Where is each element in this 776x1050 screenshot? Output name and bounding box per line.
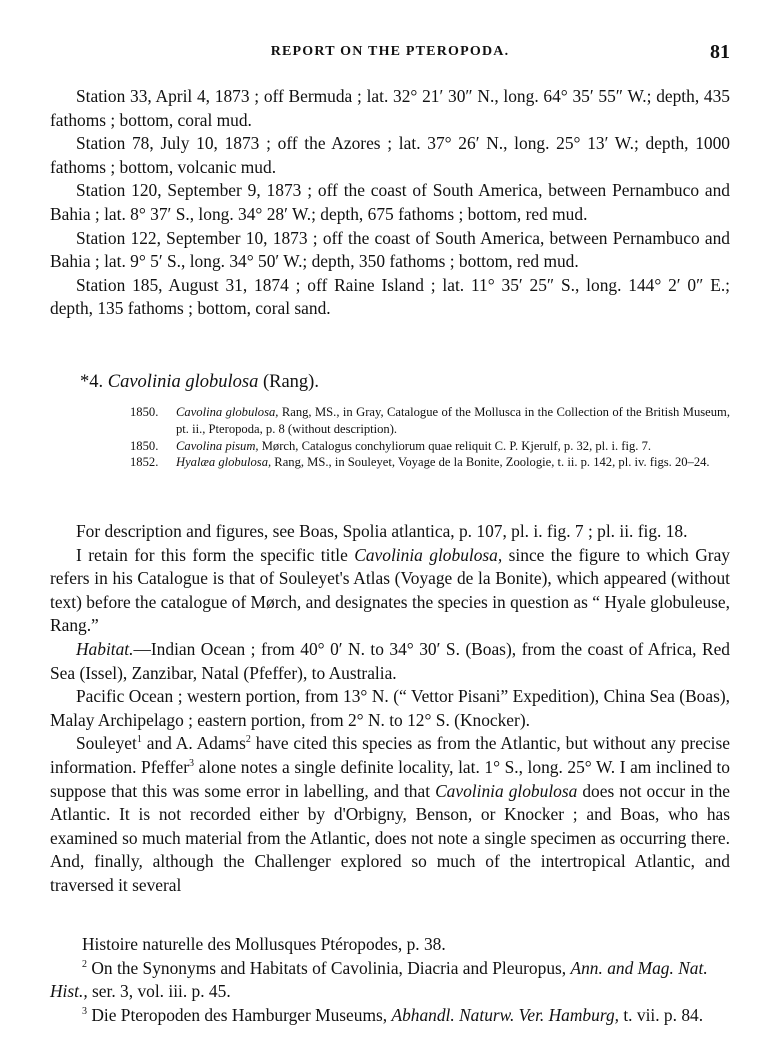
text-run: and A. Adams — [141, 733, 246, 754]
synonymy-text: Mørch, Catalogus conchyliorum quae reliquit C. P. Kjerulf, p. 32, pl. i. fig. 7. — [258, 438, 652, 453]
footnote-ref: 2 — [245, 734, 251, 746]
synonymy-name: Hyalæa globulosa, — [176, 455, 272, 470]
station-paragraph: Station 78, July 10, 1873 ; off the Azores ; lat. 37° 26′ N., long. 25° 13′ W.; depth, 1000 fathoms ; bottom, volcanic mud. — [50, 133, 730, 177]
page-number: 81 — [710, 41, 730, 63]
habitat-paragraph — [50, 638, 730, 685]
footnote-1: Histoire naturelle des Mollusques Ptéropodes, p. 38. — [82, 934, 446, 954]
text-run: t. vii. p. 84. — [619, 1004, 704, 1025]
text-run: On the Synonyms and Habitats of Cavolinia, Diacria and Pleuropus, — [87, 957, 571, 978]
synonymy-list — [130, 404, 730, 471]
main-text — [50, 520, 730, 898]
text-run: Die Pteropoden des Hamburger Museums, — [87, 1004, 392, 1025]
text-run: does not occur in the Atlantic. It is not recorded either by d'Orbigny, Benson, or Knocker ; and Boas, who has examined so much material from the Atlantic, does not note a single specimen as occurring there. And, finally, although the Challenger explored so much of the intertropical Atlantic, and traversed it several — [50, 780, 731, 895]
footnote-ref: 1 — [136, 734, 142, 746]
footnotes — [50, 933, 730, 1027]
text-run: I retain for this form the specific title — [76, 544, 355, 565]
species-heading — [80, 372, 319, 393]
italic-run: Ann. and Mag. Nat. Hist., — [50, 957, 708, 1002]
station-paragraph: Station 120, September 9, 1873 ; off the coast of South America, between Pernambuco and Bahia ; lat. 8° 37′ S., long. 34° 28′ W.; depth, 675 fathoms ; bottom, red mud. — [50, 180, 730, 224]
species-name: Cavolinia globulosa — [107, 372, 259, 392]
station-paragraph: Station 122, September 10, 1873 ; off the coast of South America, between Pernambuco and Bahia ; lat. 9° 5′ S., long. 34° 50′ W.; depth, 350 fathoms ; bottom, red mud. — [50, 227, 730, 272]
running-header — [50, 41, 730, 66]
footnote-2 — [50, 957, 730, 1004]
italic-run: Cavolinia globulosa, — [354, 544, 503, 565]
text-run: Souleyet — [76, 733, 137, 754]
station-paragraph: Station 33, April 4, 1873 ; off Bermuda ; lat. 32° 21′ 30″ N., long. 64° 35′ 55″ W.; depth, 435 fathoms ; bottom, coral mud. — [50, 86, 730, 130]
atlantic-paragraph — [50, 732, 730, 897]
synonymy-text: Rang, MS., in Souleyet, Voyage de la Bonite, Zoologie, t. ii. p. 142, pl. iv. figs. 20–24. — [271, 455, 710, 470]
station-list — [50, 85, 730, 321]
species-author: (Rang). — [262, 372, 319, 392]
description-paragraph: For description and figures, see Boas, Spolia atlantica, p. 107, pl. i. fig. 7 ; pl. ii. fig. 18. — [76, 521, 688, 541]
station-paragraph: Station 185, August 31, 1874 ; off Raine Island ; lat. 11° 35′ 25″ S., long. 144° 2′ 0″ E.; depth, 135 fathoms ; bottom, coral sand. — [50, 274, 730, 319]
italic-run: Cavolinia globulosa — [435, 780, 578, 801]
footnote-3 — [50, 1004, 730, 1028]
footnote-mark: 3 — [82, 1005, 87, 1017]
synonymy-entry — [130, 438, 730, 455]
text-run: have cited this species as from the Atlantic, but without any precise information. Pfeffer — [50, 733, 730, 777]
text-run: alone notes a single definite locality, lat. 1° S., long. 25° W. I am inclined to suppose that this was some error in labelling, and that — [50, 756, 730, 801]
title-paragraph — [50, 544, 730, 638]
species-number: *4. — [80, 372, 104, 392]
synonymy-year: 1852. — [130, 455, 159, 470]
synonymy-year: 1850. — [130, 438, 159, 453]
text-run: since the figure to which Gray refers in his Catalogue is that of Souleyet's Atlas (Voyage de la Bonite), which appeared (without text) before the catalogue of Mørch, and designates the species in question as “ Hyale globuleuse, Rang.” — [50, 544, 731, 636]
synonymy-entry — [130, 454, 730, 471]
synonymy-entry — [130, 404, 730, 438]
footnote-ref: 3 — [188, 758, 194, 770]
italic-run: Abhandl. Naturw. Ver. Hamburg, — [391, 1004, 619, 1025]
synonymy-name: Cavolina pisum, — [176, 438, 259, 453]
synonymy-text: Rang, MS., in Gray, Catalogue of the Mollusca in the Collection of the British Museum, pt. ii., Pteropoda, p. 8 (without description). — [176, 405, 730, 436]
synonymy-name: Cavolina globulosa, — [176, 405, 279, 419]
habitat-label: Habitat. — [76, 638, 134, 659]
text-run: ser. 3, vol. iii. p. 45. — [87, 981, 231, 1002]
synonymy-year: 1850. — [130, 405, 159, 419]
text-run: —Indian Ocean ; from 40° 0′ N. to 34° 30′ S. (Boas), from the coast of Africa, Red Sea (Issel), Zanzibar, Natal (Pfeffer), to Australia. — [50, 638, 730, 683]
running-title: REPORT ON THE PTEROPODA. — [270, 44, 510, 59]
footnote-mark: 2 — [82, 958, 87, 970]
pacific-paragraph: Pacific Ocean ; western portion, from 13° N. (“ Vettor Pisani” Expedition), China Sea (Boas), Malay Archipelago ; eastern portion, from 2° N. to 12° S. (Knocker). — [50, 686, 730, 730]
